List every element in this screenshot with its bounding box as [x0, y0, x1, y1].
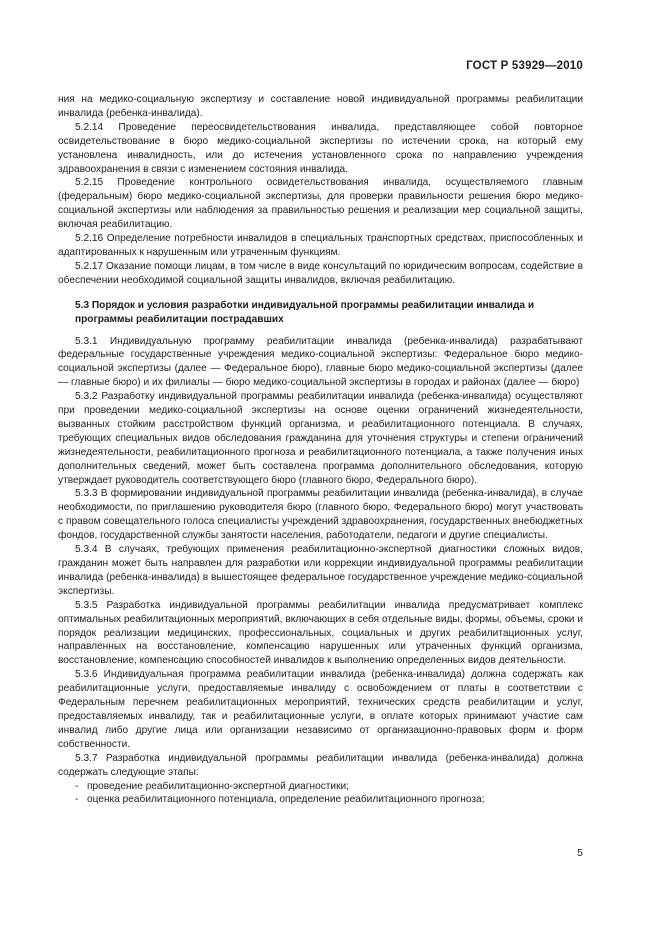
paragraphs-section-5-2 [58, 93, 583, 288]
paragraph: ния на медико-социальную экспертизу и составление новой индивидуальной программы реабилитации инвалида (ребенка-инвалида). [58, 94, 583, 119]
list-marker: - [75, 794, 79, 806]
list-item-text: проведение реабилитационно-экспертной диагностики; [87, 780, 349, 792]
page-number: 5 [577, 847, 583, 859]
paragraphs-section-5-3 [58, 335, 583, 780]
paragraph: 5.2.14 Проведение переосвидетельствования инвалида, представляющее собой повторное освидетельствование в бюро медико-социальной экспертизы по истечении срока, на который ему установлена инвалидность, или до истечения установленного срока по направлению учреждения здравоохранения в связи с изменением состояния инвалида. [58, 121, 583, 175]
paragraph: 5.3.2 Разработку индивидуальной программы реабилитации инвалида (ребенка-инвалида) осуществляют при проведении медико-социальной экспертизы на основе оценки ограничений жизнедеятельности, вызванных стойким расстройством функций организма, и реабилитационного потенциала. В случаях, требующих специальных видов обследования гражданина для уточнения структуры и степени ограничений жизнедеятельности, реабилитационного прогноза и реабилитационного потенциала, а также получения иных дополнительных сведений, может быть составлена программа дополнительного обследования, которую утверждает руководитель соответствующего бюро (главного бюро, Федерального бюро). [58, 391, 583, 486]
paragraph: 5.2.16 Определение потребности инвалидов в специальных транспортных средствах, приспособленных и адаптированных к нарушенным или утраченным функциям. [58, 233, 583, 258]
paragraph: 5.3.3 В формировании индивидуальной программы реабилитации инвалида (ребенка-инвалида), в случае необходимости, по приглашению руководителя бюро (главного бюро, Федерального бюро) могут участвовать с правом совещательного голоса специалисты учреждений здравоохранения, государственных внебюджетных фондов, государственной службы занятости населения, работодатели, педагоги и другие специалисты. [58, 488, 583, 542]
paragraph: 5.3.5 Разработка индивидуальной программы реабилитации инвалида предусматривает комплекс оптимальных реабилитационных мероприятий, включающих в себя отдельные виды, формы, объемы, сроки и порядок реализации медицинских, профессиональных, социальных и других реабилитационных услуг, направленных на восстановление, компенсацию нарушенных или утраченных функций организма, восстановление, компенсацию способностей инвалидов к выполнению определенных видов деятельности. [58, 599, 583, 667]
stages-list [58, 780, 583, 808]
paragraph: 5.2.17 Оказание помощи лицам, в том числе в виде консультаций по юридическим вопросам, содействие в обеспечении необходимой социальной защиты инвалидов, включая реабилитацию. [58, 260, 583, 286]
paragraph: 5.3.4 В случаях, требующих применения реабилитационно-экспертной диагностики сложных видов, гражданин может быть направлен для разработки или коррекции индивидуальной программы реабилитации инвалида (ребенка-инвалида) в вышестоящее федеральное государственное учреждение медико-социальной экспертизы. [58, 544, 583, 597]
paragraph: 5.3.7 Разработка индивидуальной программы реабилитации инвалида (ребенка-инвалида) должна содержать следующие этапы: [58, 752, 583, 778]
list-item [58, 780, 583, 794]
list-marker: - [75, 780, 79, 792]
list-item [58, 793, 583, 807]
section-heading-5-3: 5.3 Порядок и условия разработки индивидуальной программы реабилитации инвалида и программы реабилитации пострадавших [75, 299, 535, 325]
list-item-text: оценка реабилитационного потенциала, определение реабилитационного прогноза; [87, 794, 485, 806]
document-body [58, 93, 583, 807]
paragraph: 5.2.15 Проведение контрольного освидетельствования инвалида, осуществляемого главным (федеральным) бюро медико-социальной экспертизы, для проверки правильности решения бюро медико-социальной экспертизы или наблюдения за правильностью решения и реализации мер социальной защиты, включая реабилитацию. [58, 177, 583, 231]
paragraph: 5.3.6 Индивидуальная программа реабилитации инвалида (ребенка-инвалида) должна содержать как реабилитационные услуги, предоставляемые инвалиду с освобождением от платы в соответствии с Федеральным перечнем реабилитационных мероприятий, технических средств реабилитации и услуг, предоставляемых инвалиду, так и реабилитационные услуги, в оплате которых принимают участие сам инвалид либо другие лица или организации независимо от организационно-правовых форм и форм собственности. [58, 669, 583, 750]
standard-header: ГОСТ Р 53929—2010 [466, 60, 583, 72]
paragraph: 5.3.1 Индивидуальную программу реабилитации инвалида (ребенка-инвалида) разрабатывают федеральные государственные учреждения медико-социальной экспертизы: Федеральное бюро медико-социальной экспертизы (далее — Федеральное бюро), главные бюро медико-социальной экспертизы (далее — главные бюро) и их филиалы — бюро медико-социальной экспертизы в городах и районах (далее — бюро) [58, 335, 583, 389]
